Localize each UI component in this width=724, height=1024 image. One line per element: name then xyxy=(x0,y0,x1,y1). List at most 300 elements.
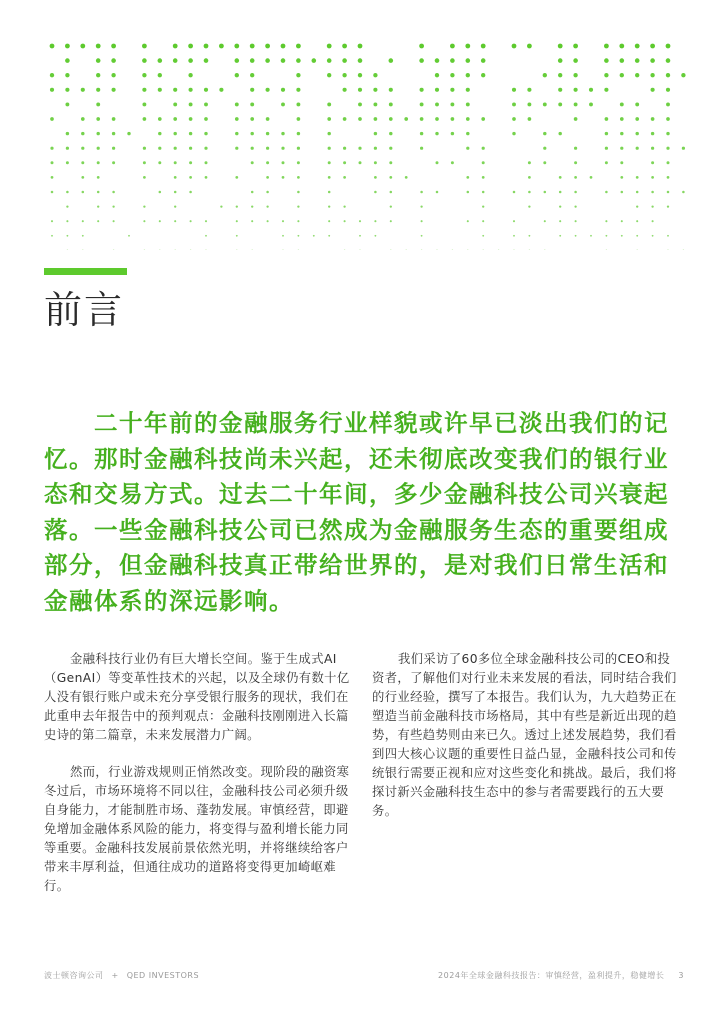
decorative-dot xyxy=(590,235,592,237)
decorative-dot xyxy=(66,161,69,164)
decorative-dot xyxy=(589,88,593,92)
decorative-dot xyxy=(327,44,332,49)
decorative-dot xyxy=(96,132,99,135)
decorative-dot xyxy=(404,117,408,121)
decorative-dot xyxy=(635,44,640,49)
decorative-dot xyxy=(605,117,609,121)
decorative-dot xyxy=(359,161,362,164)
decorative-dot xyxy=(466,88,470,92)
decorative-dot xyxy=(96,73,100,77)
decorative-dot xyxy=(621,220,623,222)
decorative-dot xyxy=(650,73,654,77)
decorative-dot xyxy=(189,132,192,135)
decorative-dot xyxy=(574,117,578,121)
decorative-dot xyxy=(466,58,471,63)
decorative-dot xyxy=(651,132,654,135)
decorative-dot xyxy=(374,117,378,121)
decorative-dot xyxy=(158,132,161,135)
decorative-dot xyxy=(251,147,254,150)
decorative-dot xyxy=(205,220,207,222)
decorative-dot xyxy=(297,191,300,194)
decorative-dot xyxy=(512,132,515,135)
page-title: 前言 xyxy=(44,288,125,332)
decorative-dot xyxy=(374,147,377,150)
decorative-dot xyxy=(281,58,286,63)
decorative-dot xyxy=(343,176,346,179)
decorative-dot xyxy=(619,44,624,49)
decorative-dot xyxy=(327,73,331,77)
decorative-dot xyxy=(636,205,638,207)
decorative-dot xyxy=(374,132,377,135)
decorative-dot xyxy=(481,58,486,63)
decorative-dot xyxy=(128,235,130,237)
decorative-dot xyxy=(97,176,100,179)
decorative-dot xyxy=(635,73,639,77)
decorative-dot xyxy=(574,161,577,164)
decorative-dot xyxy=(282,161,285,164)
decorative-dot xyxy=(173,102,177,106)
decorative-dot xyxy=(266,161,269,164)
decorative-dot xyxy=(235,73,239,77)
decorative-dot xyxy=(65,44,70,49)
decorative-dot xyxy=(50,117,54,121)
decorative-dot xyxy=(358,147,361,150)
decorative-dot xyxy=(51,161,54,164)
decorative-dot xyxy=(373,102,377,106)
decorative-dot xyxy=(651,205,653,207)
decorative-dot xyxy=(66,205,68,207)
decorative-dot xyxy=(651,117,655,121)
decorative-dot xyxy=(620,58,625,63)
decorative-dot xyxy=(620,147,623,150)
decorative-dot xyxy=(481,44,486,49)
decorative-dot xyxy=(266,205,268,207)
decorative-dot xyxy=(250,88,254,92)
decorative-dot xyxy=(604,58,609,63)
decorative-dot xyxy=(666,147,669,150)
decorative-dot xyxy=(81,147,84,150)
decorative-dot xyxy=(621,235,623,237)
decorative-dot xyxy=(512,102,516,106)
decorative-dot xyxy=(82,220,84,222)
decorative-dot xyxy=(420,147,423,150)
decorative-dot xyxy=(281,102,285,106)
decorative-dot xyxy=(66,132,69,135)
decorative-dot xyxy=(96,44,101,49)
decorative-dot xyxy=(682,147,685,150)
decorative-dot xyxy=(389,117,393,121)
decorative-dot xyxy=(159,220,161,222)
decorative-dot xyxy=(65,88,69,92)
decorative-dot xyxy=(651,191,654,194)
decorative-dot xyxy=(528,235,530,237)
decorative-dot xyxy=(297,205,299,207)
decorative-dot xyxy=(635,132,638,135)
decorative-dot xyxy=(389,58,394,63)
decorative-dot xyxy=(189,102,193,106)
decorative-dot xyxy=(667,205,669,207)
decorative-dot xyxy=(205,161,208,164)
decorative-dot xyxy=(635,102,639,106)
decorative-dot xyxy=(466,132,469,135)
decorative-dot xyxy=(573,73,577,77)
decorative-dot xyxy=(188,73,192,77)
decorative-dot xyxy=(420,102,424,106)
decorative-dot xyxy=(450,73,454,77)
decorative-dot xyxy=(204,147,207,150)
decorative-dot xyxy=(544,191,547,194)
decorative-dot xyxy=(358,73,362,77)
decorative-dot xyxy=(96,88,100,92)
decorative-dot xyxy=(651,176,654,179)
decorative-dot xyxy=(374,191,377,194)
decorative-dot xyxy=(543,73,547,77)
decorative-dot xyxy=(51,220,53,222)
decorative-dot xyxy=(111,58,116,63)
decorative-dot xyxy=(297,220,299,222)
decorative-dot xyxy=(266,132,269,135)
decorative-dot xyxy=(342,44,347,49)
accent-bar xyxy=(44,268,127,275)
decorative-dot xyxy=(235,58,240,63)
decorative-dot xyxy=(158,88,162,92)
decorative-dot xyxy=(296,73,300,77)
decorative-dot xyxy=(527,44,532,49)
decorative-dot xyxy=(158,73,162,77)
decorative-dot xyxy=(250,102,254,106)
decorative-dot xyxy=(174,220,176,222)
decorative-dot xyxy=(66,191,69,194)
decorative-dot xyxy=(113,220,115,222)
decorative-dot xyxy=(636,191,639,194)
decorative-dot xyxy=(328,161,331,164)
decorative-dot xyxy=(51,235,53,237)
decorative-dot xyxy=(112,88,116,92)
decorative-dot xyxy=(189,191,192,194)
decorative-dot xyxy=(282,235,284,237)
decorative-dot xyxy=(481,117,485,121)
decorative-dot xyxy=(158,58,163,63)
decorative-dot xyxy=(636,235,638,237)
decorative-dot xyxy=(344,220,346,222)
decorative-dot xyxy=(390,191,393,194)
decorative-dot xyxy=(482,147,485,150)
decorative-dot xyxy=(450,58,455,63)
decorative-dot xyxy=(250,132,253,135)
decorative-dot xyxy=(251,220,253,222)
decorative-dot xyxy=(482,161,485,164)
decorative-dot xyxy=(51,176,54,179)
body-paragraph: 然而，行业游戏规则正悄然改变。现阶段的融资寒冬过后，市场环境将不同以往，金融科技公司必须升级自身能力，才能制胜市场、蓬勃发展。审慎经营，即避免增加金融体系风险的能力，将变得与盈利增长能力同等重要。金融科技发展前景依然光明，并将继续给客户带来丰厚利益，但通往成功的道路将变得更加崎岖难行。 xyxy=(44,765,350,893)
decorative-dot xyxy=(81,132,84,135)
decorative-dot xyxy=(558,58,563,63)
decorative-dot xyxy=(82,191,85,194)
decorative-dot xyxy=(373,73,377,77)
decorative-dot xyxy=(96,117,100,121)
decorative-dot xyxy=(636,220,638,222)
body-column-right xyxy=(372,650,680,839)
decorative-dot xyxy=(651,88,655,92)
decorative-dot xyxy=(204,102,208,106)
decorative-dot xyxy=(435,58,440,63)
decorative-dot xyxy=(313,235,315,237)
footer-publishers xyxy=(44,970,199,981)
decorative-dot xyxy=(142,102,146,106)
decorative-dot xyxy=(605,191,608,194)
decorative-dot xyxy=(282,176,285,179)
decorative-dot xyxy=(236,220,238,222)
decorative-dot xyxy=(297,132,300,135)
decorative-dot xyxy=(420,132,423,135)
decorative-dot xyxy=(267,220,269,222)
decorative-dot xyxy=(327,117,331,121)
decorative-dot xyxy=(527,88,531,92)
decorative-dot xyxy=(342,58,347,63)
decorative-dot xyxy=(666,88,670,92)
decorative-dot xyxy=(188,44,193,49)
decorative-dot xyxy=(142,44,147,49)
decorative-dot xyxy=(635,58,640,63)
decorative-dot xyxy=(681,73,685,77)
decorative-dot xyxy=(173,117,177,121)
decorative-dot xyxy=(482,235,484,237)
decorative-dot xyxy=(466,147,469,150)
decorative-dot xyxy=(142,73,146,77)
decorative-dot xyxy=(250,44,255,49)
decorative-dot xyxy=(328,235,330,237)
decorative-dot xyxy=(620,73,624,77)
decorative-dot xyxy=(235,176,238,179)
decorative-dot xyxy=(66,220,68,222)
decorative-dot xyxy=(421,220,423,222)
decorative-dot xyxy=(435,117,439,121)
decorative-dot xyxy=(50,44,55,49)
decorative-dot xyxy=(421,235,423,237)
decorative-dot xyxy=(652,235,654,237)
decorative-dot xyxy=(559,205,561,207)
decorative-dot xyxy=(281,44,286,49)
decorative-dot xyxy=(343,117,347,121)
decorative-dot xyxy=(143,205,145,207)
decorative-dot xyxy=(265,44,270,49)
decorative-dot xyxy=(389,88,393,92)
decorative-dot xyxy=(328,147,331,150)
decorative-dot xyxy=(466,176,469,179)
decorative-dot xyxy=(312,58,317,63)
decorative-dot xyxy=(297,176,300,179)
decorative-dot xyxy=(465,44,470,49)
decorative-dot xyxy=(605,147,608,150)
decorative-dot xyxy=(266,117,270,121)
decorative-dot xyxy=(204,117,208,121)
decorative-dot xyxy=(575,220,577,222)
page-number: 3 xyxy=(678,971,684,980)
decorative-dot xyxy=(450,102,454,106)
decorative-dot xyxy=(512,117,516,121)
decorative-dot xyxy=(296,44,301,49)
footer-report-title: 2024年全球金融科技报告：审慎经营，盈利提升，稳健增长 xyxy=(438,971,665,980)
decorative-dot xyxy=(282,220,284,222)
decorative-dot xyxy=(251,205,253,207)
decorative-dot xyxy=(450,88,454,92)
decorative-dot xyxy=(636,147,639,150)
decorative-dot xyxy=(111,44,116,49)
dot-matrix-decoration xyxy=(0,0,724,250)
decorative-dot xyxy=(650,44,655,49)
footer-publisher: 波士顿咨询公司 xyxy=(44,971,104,980)
decorative-dot xyxy=(158,117,162,121)
decorative-dot xyxy=(281,147,284,150)
decorative-dot xyxy=(575,235,577,237)
decorative-dot xyxy=(667,235,669,237)
decorative-dot xyxy=(112,161,115,164)
decorative-dot xyxy=(512,88,516,92)
decorative-dot xyxy=(50,88,54,92)
decorative-dot xyxy=(450,44,455,49)
decorative-dot xyxy=(266,88,270,92)
decorative-dot xyxy=(466,102,470,106)
decorative-dot xyxy=(236,235,238,237)
decorative-dot xyxy=(667,191,670,194)
decorative-dot xyxy=(435,102,439,106)
decorative-dot xyxy=(143,220,145,222)
decorative-dot xyxy=(159,191,162,194)
decorative-dot xyxy=(343,147,346,150)
decorative-dot xyxy=(543,161,546,164)
decorative-dot xyxy=(482,191,485,194)
body-column-left xyxy=(44,650,352,914)
decorative-dot xyxy=(127,132,130,135)
decorative-dot xyxy=(666,44,671,49)
decorative-dot xyxy=(635,117,639,121)
decorative-dot xyxy=(205,235,207,237)
decorative-dot xyxy=(204,132,207,135)
decorative-dot xyxy=(297,117,301,121)
decorative-dot xyxy=(436,191,439,194)
decorative-dot xyxy=(558,44,563,49)
decorative-dot xyxy=(651,161,654,164)
decorative-dot xyxy=(574,205,576,207)
decorative-dot xyxy=(190,220,192,222)
body-paragraph: 我们采访了60多位全球金融科技公司的CEO和投资者，了解他们对行业未来发展的看法，同时结合我们的行业经验，撰写了本报告。我们认为，九大趋势正在塑造当前金融科技市场格局，其中有些是新近出现的趋势，有些趋势则由来已久。透过上述发展趋势，我们看到四大核心议题的重要性日益凸显，金融科技公司和传统银行需要正视和应对这些变化和挑战。最后，我们将探讨新兴金融科技生态中的参与者需要践行的五大要务。 xyxy=(372,652,677,818)
decorative-dot xyxy=(620,102,624,106)
decorative-dot xyxy=(80,44,85,49)
decorative-dot xyxy=(621,191,624,194)
decorative-dot xyxy=(327,132,330,135)
decorative-dot xyxy=(667,176,670,179)
decorative-dot xyxy=(82,235,84,237)
decorative-dot xyxy=(219,88,223,92)
decorative-dot xyxy=(466,117,470,121)
decorative-dot xyxy=(96,58,101,63)
decorative-dot xyxy=(604,73,608,77)
decorative-dot xyxy=(604,44,609,49)
decorative-dot xyxy=(389,161,392,164)
decorative-dot xyxy=(620,117,624,121)
decorative-dot xyxy=(158,147,161,150)
decorative-dot xyxy=(605,161,608,164)
decorative-dot xyxy=(143,117,147,121)
decorative-dot xyxy=(466,73,470,77)
decorative-dot xyxy=(359,235,361,237)
decorative-dot xyxy=(96,102,100,106)
decorative-dot xyxy=(390,205,392,207)
decorative-dot xyxy=(589,102,593,106)
decorative-dot xyxy=(327,102,331,106)
page-footer xyxy=(44,970,684,986)
decorative-dot xyxy=(112,117,116,121)
decorative-dot xyxy=(513,191,516,194)
decorative-dot xyxy=(173,132,176,135)
decorative-dot xyxy=(435,132,438,135)
decorative-dot xyxy=(50,147,53,150)
decorative-dot xyxy=(574,176,577,179)
decorative-dot xyxy=(666,73,670,77)
decorative-dot xyxy=(97,161,100,164)
decorative-dot xyxy=(636,176,639,179)
decorative-dot xyxy=(188,58,193,63)
decorative-dot xyxy=(296,88,300,92)
decorative-dot xyxy=(682,191,685,194)
decorative-dot xyxy=(544,220,546,222)
decorative-dot xyxy=(174,191,177,194)
decorative-dot xyxy=(605,220,607,222)
decorative-dot xyxy=(342,73,346,77)
decorative-dot xyxy=(234,44,239,49)
decorative-dot xyxy=(405,176,408,179)
decorative-dot xyxy=(97,220,99,222)
decorative-dot xyxy=(574,102,578,106)
decorative-dot xyxy=(558,73,562,77)
decorative-dot xyxy=(220,205,222,207)
decorative-dot xyxy=(266,191,269,194)
decorative-dot xyxy=(173,44,178,49)
decorative-dot xyxy=(358,88,362,92)
decorative-dot xyxy=(266,147,269,150)
decorative-dot xyxy=(189,147,192,150)
decorative-dot xyxy=(328,220,330,222)
decorative-dot xyxy=(235,117,239,121)
decorative-dot xyxy=(436,161,439,164)
decorative-dot xyxy=(513,220,515,222)
decorative-dot xyxy=(389,176,392,179)
decorative-dot xyxy=(374,220,376,222)
decorative-dot xyxy=(667,161,670,164)
decorative-dot xyxy=(482,176,485,179)
decorative-dot xyxy=(343,205,345,207)
decorative-dot xyxy=(620,176,623,179)
decorative-dot xyxy=(112,147,115,150)
decorative-dot xyxy=(467,220,469,222)
decorative-dot xyxy=(420,205,422,207)
decorative-dot xyxy=(174,205,176,207)
decorative-dot xyxy=(373,88,377,92)
decorative-dot xyxy=(620,161,623,164)
decorative-dot xyxy=(143,176,146,179)
decorative-dot xyxy=(189,88,193,92)
intro-paragraph: 二十年前的金融服务行业样貌或许早已淡出我们的记忆。那时金融科技尚未兴起，还未彻底改变我们的银行业态和交易方式。过去二十年间，多少金融科技公司兴衰起落。一些金融科技公司已然成为金融服务生态的重要组成部分，但金融科技真正带给世界的，是对我们日常生活和金融体系的深远影响。 xyxy=(44,409,669,615)
decorative-dot xyxy=(512,44,517,49)
decorative-dot xyxy=(173,58,178,63)
decorative-dot xyxy=(605,235,607,237)
decorative-dot xyxy=(97,205,99,207)
decorative-dot xyxy=(235,102,239,106)
decorative-dot xyxy=(451,161,454,164)
decorative-dot xyxy=(482,220,484,222)
decorative-dot xyxy=(281,88,285,92)
decorative-dot xyxy=(666,132,669,135)
decorative-dot xyxy=(219,44,224,49)
